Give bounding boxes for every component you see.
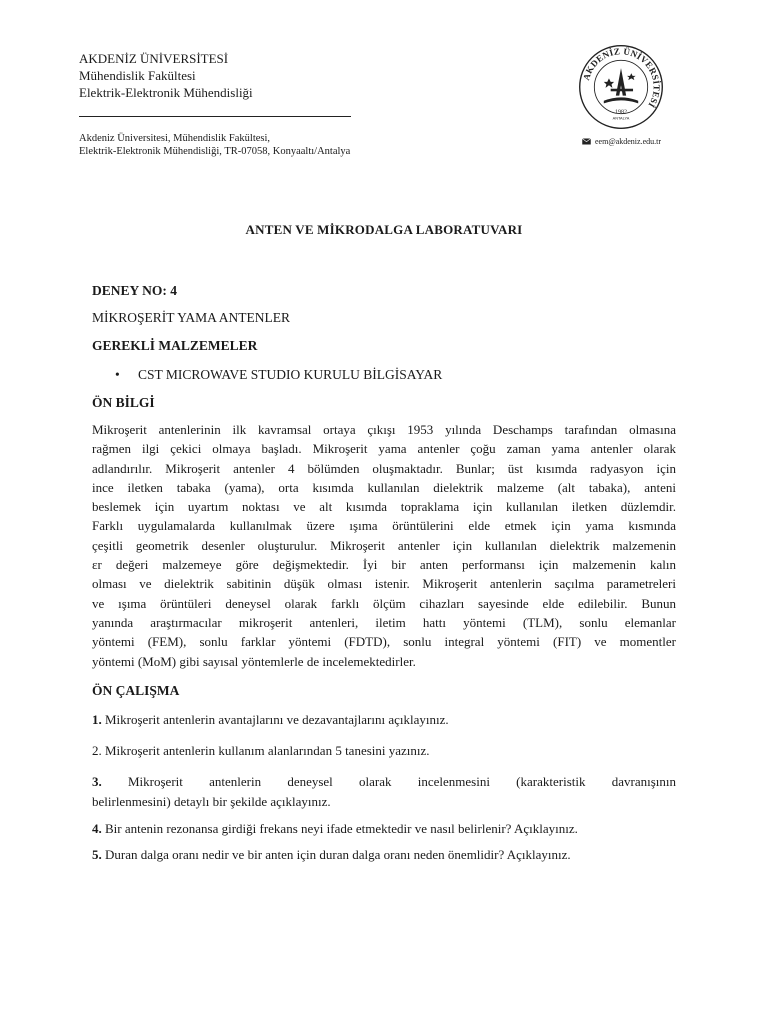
- paragraph-line: yanında araştırmacılar mikroşerit antenleri, iletim hattı yöntemi (TLM), sonlu elemanlar: [92, 614, 676, 630]
- prework-heading: ÖN ÇALIŞMA: [92, 683, 180, 698]
- question-text: Mikroşerit antenlerin deneysel olarak incelenmesini (karakteristik davranışının: [101, 774, 676, 789]
- svg-text:ANTALYA: ANTALYA: [612, 115, 630, 121]
- question-number: 2.: [92, 743, 102, 758]
- address-line-2: Elektrik-Elektronik Mühendisliği, TR-07058, Konyaaltı/Antalya: [79, 146, 351, 157]
- question-text: Mikroşerit antenlerin kullanım alanlarından 5 tanesini yazınız.: [101, 743, 430, 758]
- lab-title: ANTEN VE MİKRODALGA LABORATUVARI: [245, 222, 523, 237]
- question-number: 4.: [92, 821, 102, 836]
- question-item: [92, 710, 676, 730]
- paragraph-line: Mikroşerit antenlerinin ilk kavramsal ortaya çıkışı 1953 yılında Deschamps tarafından olmasına: [92, 422, 676, 437]
- header-divider: [79, 116, 351, 117]
- paragraph-line: ince iletken tabaka (yama), orta kısımda kullanılan dielektrik malzeme (alt tabaka), anteni: [92, 479, 676, 495]
- paragraph-line: εr değeri malzemeye göre değişmektedir. İyi bir anten performansı için malzemenin kalın: [92, 557, 676, 573]
- paragraph-line: Farklı uygulamalarda kullanılmak üzere ışıma örüntülerini elde etmek için yama kısmında: [92, 518, 676, 534]
- address-line-1: Akdeniz Üniversitesi, Mühendislik Fakültesi,: [79, 133, 271, 144]
- paragraph-line: olması ve dielektrik sabitinin düşük olması istenir. Mikroşerit antenlerin saçılma parametreleri: [92, 576, 676, 592]
- paragraph-line: ve ışıma örüntüleri deneysel olarak farklı ölçüm cihazları sayesinde elde edilebilir. Bunun: [92, 595, 676, 611]
- question-item: [92, 819, 676, 839]
- question-item: [92, 741, 676, 761]
- envelope-icon: [582, 138, 591, 145]
- paragraph-line: çeşitli geometrik desenler oluşturulur. Mikroşerit antenler için kullanılan dielektrik malzemenin: [92, 537, 676, 553]
- question-text: Mikroşerit antenlerin avantajlarını ve dezavantajlarını açıklayınız.: [101, 712, 449, 727]
- contact-email[interactable]: [582, 137, 661, 146]
- question-number: 5.: [92, 847, 102, 862]
- department-name: Elektrik-Elektronik Mühendisliği: [79, 85, 253, 100]
- email-text[interactable]: eem@akdeniz.edu.tr: [595, 137, 662, 146]
- paragraph-line: rağmen ilgi çekici olmaya başladı. Mikroşerit yama antenler çoğu zaman yama antenler olarak: [92, 441, 676, 457]
- institution-block: [79, 50, 253, 101]
- address-block: [79, 132, 350, 158]
- question-text: belirlenmesini) detaylı bir şekilde açıklayınız.: [92, 794, 331, 809]
- question-text: Duran dalga oranı nedir ve bir anten için duran dalga oranı neden önemlidir? Açıklayınız.: [101, 847, 571, 862]
- university-name: AKDENİZ ÜNİVERSİTESİ: [79, 51, 229, 66]
- question-item: [92, 845, 676, 865]
- svg-text:AKDENİZ ÜNİVERSİTESİ: AKDENİZ ÜNİVERSİTESİ: [581, 46, 662, 110]
- question-item: [92, 772, 676, 812]
- experiment-number: DENEY NO: 4: [92, 283, 178, 298]
- university-seal-logo: [578, 44, 664, 130]
- svg-text:1982: 1982: [614, 109, 628, 116]
- question-number: 1.: [92, 712, 102, 727]
- faculty-name: Mühendislik Fakültesi: [79, 68, 196, 83]
- preliminary-heading: ÖN BİLGİ: [92, 395, 155, 410]
- paragraph-line: yöntemi (MoM) gibi sayısal yöntemlerle de incelemektedirler.: [92, 653, 416, 669]
- paragraph-line: beslemek için uyartım noktası ve alt kısımda topraklama için kullanılan iletken düzlemdir.: [92, 499, 676, 515]
- materials-heading: GEREKLİ MALZEMELER: [92, 338, 258, 353]
- question-number: 3.: [92, 774, 102, 789]
- question-text: Bir antenin rezonansa girdiği frekans neyi ifade etmektedir ve nasıl belirlenir? Açıklayınız.: [101, 821, 578, 836]
- paragraph-line: adlandırılır. Mikroşerit antenler 4 bölümden oluşmaktadır. Bunlar; üst kısımda radyasyon için: [92, 460, 676, 476]
- experiment-topic: MİKROŞERİT YAMA ANTENLER: [92, 310, 291, 325]
- materials-list-item: [115, 367, 442, 383]
- paragraph-line: yöntemi (FEM), sonlu farklar yöntemi (FDTD), sonlu integral yöntemi (FIT) ve momentler: [92, 634, 676, 650]
- question-line: [92, 772, 676, 792]
- material-label: CST MICROWAVE STUDIO KURULU BİLGİSAYAR: [138, 367, 443, 382]
- bullet-icon: •: [115, 367, 120, 382]
- preliminary-paragraph: [92, 420, 676, 671]
